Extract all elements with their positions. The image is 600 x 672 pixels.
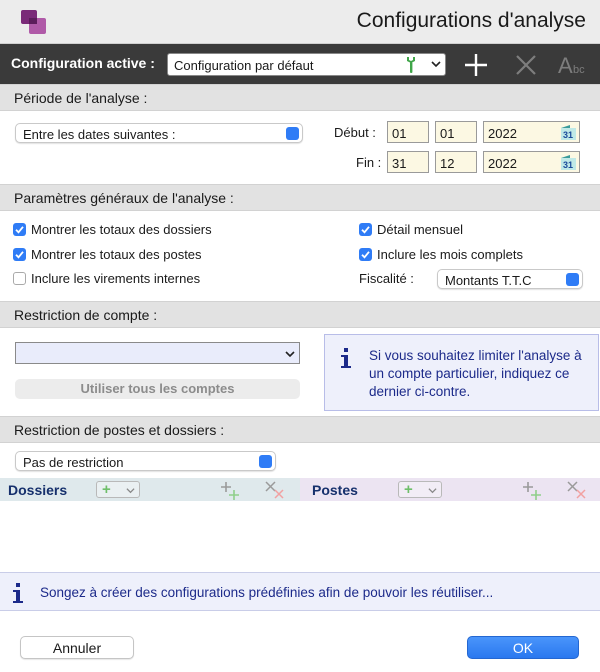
dossiers-list[interactable] [0,501,300,571]
plus-icon[interactable] [463,52,489,78]
rename-glyph-bc: bc [573,64,585,76]
config-select-value: Configuration par défaut [174,58,314,73]
add-poste-button[interactable] [398,481,442,498]
option-label: Inclure les virements internes [31,271,201,286]
add-dossier-button[interactable] [96,481,140,498]
checkbox-checked-icon[interactable] [359,223,372,236]
end-year-value: 2022 [488,156,517,171]
info-icon [339,347,353,369]
account-info-box [324,334,599,411]
end-month-value: 12 [440,156,455,171]
cross-icon[interactable] [513,52,539,78]
end-day-value: 31 [392,156,407,171]
tax-label: Fiscalité : [359,271,414,286]
config-toolbar [0,44,600,84]
calendar-day-label: 31 [563,130,574,140]
option-label: Détail mensuel [377,222,463,237]
rename-icon[interactable] [557,52,591,78]
tax-select-value: Montants T.T.C [445,273,532,288]
end-year-field[interactable] [483,151,580,173]
section-general [0,184,600,211]
cancel-button[interactable]: Annuler [20,636,134,659]
start-date-label: Début : [334,125,376,140]
remove-item-icon[interactable] [265,481,287,501]
section-postes-dossiers-title: Restriction de postes et dossiers : [14,422,225,438]
tax-select[interactable] [437,269,583,289]
plus-icon: + [404,481,413,498]
checkbox-unchecked-icon[interactable] [13,272,26,285]
account-info-text: Si vous souhaitez limiter l'analyse à un compte particulier, indiquez ce dernier ci-contre. [369,348,582,399]
end-month-field[interactable] [435,151,477,173]
postes-dossiers-mode-select[interactable] [15,451,276,471]
plus-icon: + [102,481,111,498]
postes-dossiers-mode-value: Pas de restriction [23,455,124,470]
option-label: Montrer les totaux des postes [31,247,202,262]
wrench-icon[interactable] [404,56,418,74]
tip-bar [0,572,600,611]
section-account-title: Restriction de compte : [14,307,158,323]
updown-stepper-icon [259,455,272,468]
postes-toolbar [300,478,600,501]
checkbox-checked-icon[interactable] [359,248,372,261]
updown-stepper-icon [566,273,579,286]
title-bar [0,0,600,44]
option-label: Montrer les totaux des dossiers [31,222,212,237]
ok-button[interactable]: OK [467,636,579,659]
config-label: Configuration active : [11,55,155,71]
use-all-accounts-button[interactable]: Utiliser tous les comptes [15,379,300,399]
remove-item-icon[interactable] [567,481,589,501]
option-label: Inclure les mois complets [377,247,523,262]
section-postes-dossiers [0,416,600,443]
start-year-field[interactable] [483,121,580,143]
section-account [0,301,600,328]
postes-list[interactable] [300,501,600,571]
chevron-down-icon [431,59,441,69]
period-mode-select[interactable] [15,123,303,143]
config-select[interactable] [167,53,446,76]
section-period-title: Période de l'analyse : [14,90,148,106]
account-select[interactable] [15,342,300,364]
period-mode-value: Entre les dates suivantes : [23,127,176,142]
app-logo-icon [20,8,48,36]
start-day-field[interactable] [387,121,429,143]
calendar-icon[interactable] [560,154,577,171]
postes-title: Postes [312,482,358,498]
add-subitem-icon[interactable] [221,481,243,501]
dossiers-toolbar [0,478,300,501]
updown-stepper-icon [286,127,299,140]
end-day-field[interactable] [387,151,429,173]
calendar-day-label: 31 [563,160,574,170]
checkbox-checked-icon[interactable] [13,248,26,261]
calendar-icon[interactable] [560,124,577,141]
info-icon [12,582,24,604]
rename-glyph-a: A [558,53,573,78]
start-month-value: 01 [440,126,455,141]
checkbox-checked-icon[interactable] [13,223,26,236]
dossiers-title: Dossiers [8,482,68,498]
start-year-value: 2022 [488,126,517,141]
chevron-down-icon [126,486,135,495]
window-title: Configurations d'analyse [356,9,586,32]
chevron-down-icon [428,486,437,495]
tip-text: Songez à créer des configurations prédéfinies afin de pouvoir les réutiliser... [40,585,494,600]
add-subitem-icon[interactable] [523,481,545,501]
end-date-label: Fin : [356,155,382,170]
start-month-field[interactable] [435,121,477,143]
section-period [0,84,600,111]
section-general-title: Paramètres généraux de l'analyse : [14,190,234,206]
chevron-down-icon [285,349,295,359]
start-day-value: 01 [392,126,407,141]
